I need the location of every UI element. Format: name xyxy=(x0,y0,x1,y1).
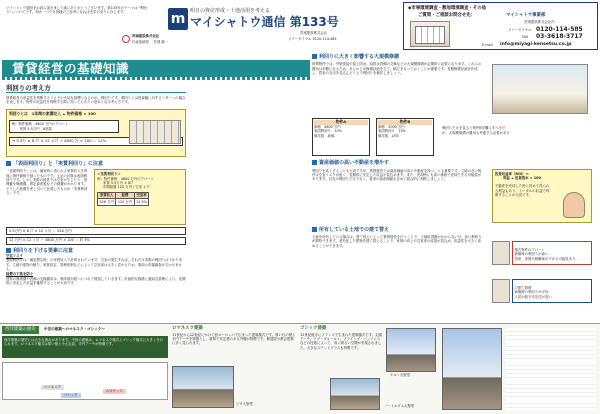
card-note: 利回りだけを見ると物件Bを購入すべきだが、大規模修繕の費用も考慮する必要がある xyxy=(442,126,510,135)
card-a-line2: 表面利回り 10% xyxy=(314,129,342,134)
roi-box xyxy=(492,169,592,223)
timeline-legend-romanesque: ロマネスク xyxy=(41,385,64,390)
cologne-photo xyxy=(386,328,436,372)
notredame-photo xyxy=(330,378,380,410)
card-b-line1: 価格 3000 万円 xyxy=(378,124,405,129)
table-header: 家賃収入 xyxy=(98,192,116,198)
west-body: 西洋建築の歴史には大きな流れがあります。中世の建築は、ロマネスク様式とゴシック様式に大きく分けられます。ロマネスク様式は厚い壁と小さな窓、半円アーチが特徴です。 xyxy=(2,336,168,358)
notredame-caption: ノートルダム大聖堂 xyxy=(384,404,415,408)
section-body-asset: 利回りを高くすることも大切ですが、賃貸経営では資産価値の高い不動産を持つことも重要です。立地の良い物件は空室リスクが低く、長期的に安定した収益が見込めます。また、売却時にも高い価格で売却できる可能性があります。目先の利回りだけでなく、将来の資産価値も含めて総合的に判断しましょう。 xyxy=(312,168,482,182)
romanesque-panel xyxy=(172,326,296,412)
cologne-caption: ケルン大聖堂 xyxy=(390,373,411,377)
roi-label: 投資収益率（ROI）＝ xyxy=(495,171,529,176)
card-b-line3: 築年数 25年 xyxy=(378,133,400,138)
contact-subtitle: ご質問・ご相談お問合せ先： xyxy=(418,13,476,18)
left-column xyxy=(6,84,186,320)
section-title-surface: 「表面利回り」と「実質利回り」に注意 xyxy=(6,161,186,167)
roi-note: 不動産を売却した時に初めて得られる利益もあり、トータルの収益で判断することが大切です。 xyxy=(495,184,550,198)
detached-house-illustration xyxy=(492,279,510,303)
real-yield-l3: 年間経費 120 万円 / 空室 1 戸 xyxy=(103,185,150,190)
section-title-yield: 利回りの考え方 xyxy=(6,84,186,93)
free-number[interactable]: 0120-114-585 xyxy=(536,26,583,33)
west-label: 西洋建築の歴史 xyxy=(2,326,39,334)
gothic-extra-text xyxy=(506,328,596,410)
property-card-b xyxy=(376,118,434,156)
building-illustration xyxy=(410,21,450,47)
gothic-panel xyxy=(300,326,438,412)
square-bullet-icon xyxy=(6,248,11,253)
house-illustration xyxy=(492,64,588,114)
calc-line1: 5.5万円 × 8 戸 × 12 ヵ月 ＝ 528 万円 xyxy=(6,227,186,235)
card-a-title: 物件A xyxy=(314,120,368,125)
old-apartment-illustration xyxy=(492,241,510,265)
section-title-rebuild: 所有している土地での建て替え xyxy=(312,227,596,233)
section-title-asset: 資産価値の高い不動産を増やす xyxy=(312,160,596,166)
romanesque-body: 11世紀から12世紀にかけて西ヨーロッパで広まった建築様式です。厚い石の壁と半円アーチを特徴とし、重厚で安定感のある外観が特徴です。修道院や教会建築に多く見られます。 xyxy=(172,332,296,346)
contact-title: ◆市場環境調査・敷地環境調査・その他 xyxy=(408,6,487,11)
bubble-old-apartment: 築古物件のアパート 新築時の利回りが高い 将来、家賃や稼働率が下がる可能性あり xyxy=(512,241,592,265)
banner-stripe xyxy=(2,77,310,80)
free-label: フリーダイヤル xyxy=(508,28,532,32)
example-box xyxy=(9,120,119,134)
contact-brand: マイシャトウ事業部 xyxy=(506,13,546,18)
email-link[interactable]: info@miyagi-kensetsu.co.jp xyxy=(500,42,572,47)
person-icon xyxy=(563,192,585,218)
tagline: 明日の資産形成・土地活用を考える xyxy=(190,8,271,14)
section-body-rebuild: 土地を所有している場合は、建て替えによって賃貸経営を行うことで、土地取得費がかからない分、高い利回りが期待できます。老朽化した建物を建て替えることで、家賃の向上や空室率の改善が見込め、収益性を大きく高めることができます。 xyxy=(312,234,482,248)
roi-formula: 利益 ÷ 投資資本 × 100 xyxy=(503,175,541,180)
west-subtitle: 中世の建築～ロマネスク・ゴシック～ xyxy=(43,327,105,331)
main-banner xyxy=(2,60,310,77)
section-title-factors: 利回りを下げる要素に注意 xyxy=(6,248,186,254)
section-body-repair: 賃貸物件では、外壁塗装や屋上防水、給排水設備の交換などの大規模修繕が定期的に必要になります。これらの費用は多額になるため、あらかじめ修繕計画を立て、積立を行っておくことが重要です。長期修繕計画を作成し、将来の支出を見込んだうえで利回りを検討しましょう。 xyxy=(312,62,482,76)
square-bullet-icon xyxy=(6,161,11,166)
freedial-small: フリーダイヤル 0120-114-585 xyxy=(288,37,337,41)
fax-number: 03-3618-3717 xyxy=(536,33,583,40)
intro-text: マイシャトウ通信をお読み頂きまして誠にありがとうございます。第133号のテーマは "利回り" についてです。何か一つでも皆様のご参考になれば光栄の至りに存じます。 xyxy=(6,6,147,15)
company-seal xyxy=(122,35,130,43)
formula-text: 利回りとは 1年間の家賃収入 ÷ 物件価格 × 100 xyxy=(9,110,96,116)
factor-sub1: 空室リスク xyxy=(6,253,23,258)
real-yield-l1: 例）物件価格 4800 万円のアパート xyxy=(97,176,154,181)
company-name: 宮城建設株式会社 xyxy=(132,34,160,38)
factor-sub2: 経費の下落を防ぐ xyxy=(6,272,34,277)
real-yield-box xyxy=(94,169,186,225)
card-b-title: 物件B xyxy=(378,120,432,125)
table-cell: 528 万円 xyxy=(99,199,114,204)
square-bullet-icon xyxy=(312,227,317,232)
square-bullet-icon xyxy=(312,54,317,59)
real-yield-l2: 家賃 5.5万円 × 8戸 xyxy=(103,180,134,185)
publisher-name: 宮城建設株式会社 xyxy=(300,31,328,35)
contact-company: 宮城建設株式会社内 xyxy=(524,20,555,24)
bottom-strip xyxy=(0,323,600,414)
real-yield-table xyxy=(97,192,149,206)
example-line1: 例）物件価格 4800 万円のアパート xyxy=(11,122,69,127)
table-header: 空室率 xyxy=(134,192,149,198)
pisa-photo xyxy=(172,366,234,408)
timeline xyxy=(2,362,168,400)
section-body-yield: 賃貸経営の収益性を判断するうえでの大切な指標となるのが、利回りです。利回りとは投資額に対するリターンの割合を表します。物件の収益性を判断する際に知っておきたい基本となる考え方です。 xyxy=(6,96,186,105)
table-cell: 12.5% xyxy=(136,199,147,204)
representative: 代表取締役 宮城 慶一 xyxy=(132,40,169,44)
card-a-line1: 価格 4800 万円 xyxy=(314,124,341,129)
factor-body1: 表面利回りは「満室想定時」の家賃収入で計算されています。空室が発生すれば、それだけ実際の利回りは下がります。立地や建物の魅力、家賃設定、管理体制などによって空室率は大きく変わるため、事前の市場調査が欠かせません。 xyxy=(6,258,183,272)
romanesque-title: ロマネスク建築 xyxy=(172,326,203,331)
contact-box xyxy=(403,2,598,50)
newsletter-title: マイシャトウ通信 第133号 xyxy=(190,15,339,29)
square-bullet-icon xyxy=(312,160,317,165)
section-title-repair: 利回りに大きく影響する大規模修繕 xyxy=(312,54,596,60)
calc-line2: 12 万円 × 12 ヵ月 ＋ 4800 万円 × 100 ＝ 約 3% xyxy=(6,237,186,245)
banner-title: 賃貸経営の基礎知識 xyxy=(12,61,130,76)
mid-column xyxy=(312,54,596,322)
table-header: 経費 xyxy=(116,192,134,198)
bubble-detached: 戸建て賃貸 新築時の利回りが平均 入居が続き安定性が高い xyxy=(512,279,592,303)
west-panel xyxy=(2,326,168,412)
formula-box xyxy=(6,109,186,157)
cathedral-photo xyxy=(442,328,502,410)
timeline-legend-gothic: ゴシック xyxy=(61,393,81,398)
example-line2: 家賃 5.5万円 8部屋 xyxy=(19,126,52,131)
gothic-body: 12世紀後半にフランスで生まれた建築様式です。尖頭アーチ、リブ・ヴォールト、フライング・バットレスなどの技術によって、高く明るい空間が実現されました。大きなステンドグラスも特徴です。 xyxy=(300,332,382,350)
timeline-legend-renaissance: ルネサンス xyxy=(103,389,126,394)
gothic-title: ゴシック建築 xyxy=(300,326,327,331)
real-yield-head: ＜実質利回り＞ xyxy=(97,172,121,177)
card-b-line2: 表面利回り 15% xyxy=(378,129,406,134)
apartment-illustration xyxy=(129,120,181,144)
property-card-a xyxy=(312,118,370,156)
factor-body2: 建物の修繕費や設備の交換費用は、築年数が経つにつれて増加していきます。計画的な修繕と適切な管理により、長期的に安定した収益を確保することが大切です。 xyxy=(6,276,186,286)
example-calc: → 5.5万 × 8 戸 × 12 ヵ月 ÷ 4800 万 × 100 ＝ 11% xyxy=(9,137,183,146)
fax-label: FAX xyxy=(522,35,529,39)
section-body-surface: 「表面利回り」とは、満室時に得られる家賃収入を単純に物件価格で割ったものです。上記の計算は表面利回りです。しかし実際の経営では空室が生じたり、管理費や修繕費、固定資産税などの経費がかかります。そうした経費を差し引いて計算したものが「実質利回り」です。 xyxy=(6,169,88,196)
email-label: E-mail xyxy=(482,43,493,47)
card-a-line3: 築年数 新築 xyxy=(314,133,335,138)
pisa-caption: ピサ大聖堂 xyxy=(236,402,253,406)
table-cell: 120 万円 xyxy=(117,199,133,204)
logo-mark: m xyxy=(168,8,188,30)
